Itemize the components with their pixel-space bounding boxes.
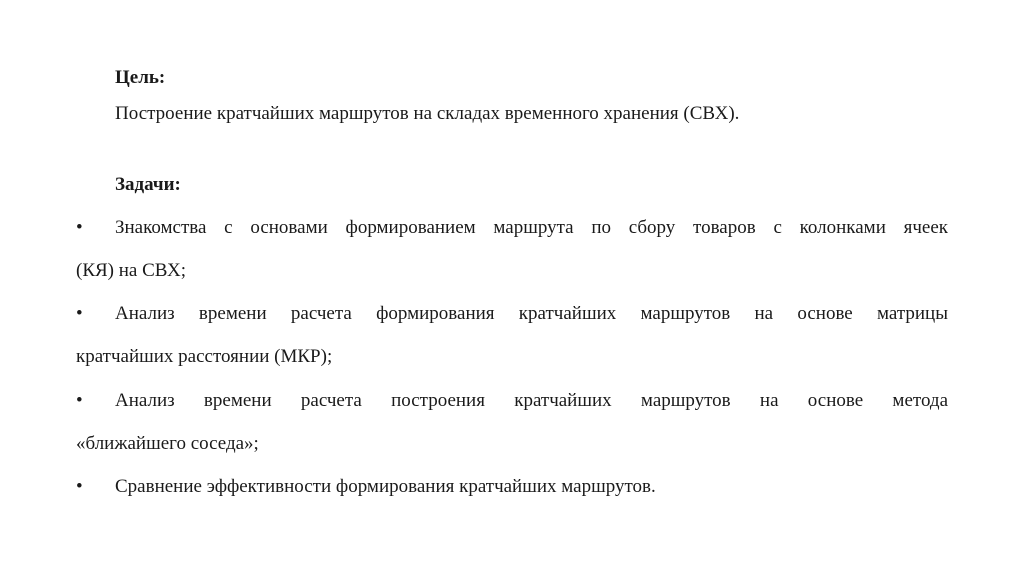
task-text-line: Сравнение эффективности формирования кратчайших маршрутов. <box>115 476 656 497</box>
goal-heading: Цель: <box>115 67 166 88</box>
task-text-line: Анализ времени расчета построения кратчайших маршрутов на основе метода <box>115 390 948 411</box>
bullet-icon: • <box>76 476 83 497</box>
task-text-continuation: «ближайшего соседа»; <box>76 433 259 454</box>
task-text-continuation: (КЯ) на СВХ; <box>76 260 186 281</box>
goal-text: Построение кратчайших маршрутов на складах временного хранения (СВХ). <box>115 103 740 124</box>
task-text-line: Анализ времени расчета формирования кратчайших маршрутов на основе матрицы <box>115 303 948 324</box>
task-text-continuation: кратчайших расстоянии (МКР); <box>76 346 333 367</box>
bullet-icon: • <box>76 390 83 411</box>
task-text-line: Знакомства с основами формированием маршрута по сбору товаров с колонками ячеек <box>115 217 948 238</box>
tasks-heading: Задачи: <box>115 174 181 195</box>
bullet-icon: • <box>76 303 83 324</box>
bullet-icon: • <box>76 217 83 238</box>
